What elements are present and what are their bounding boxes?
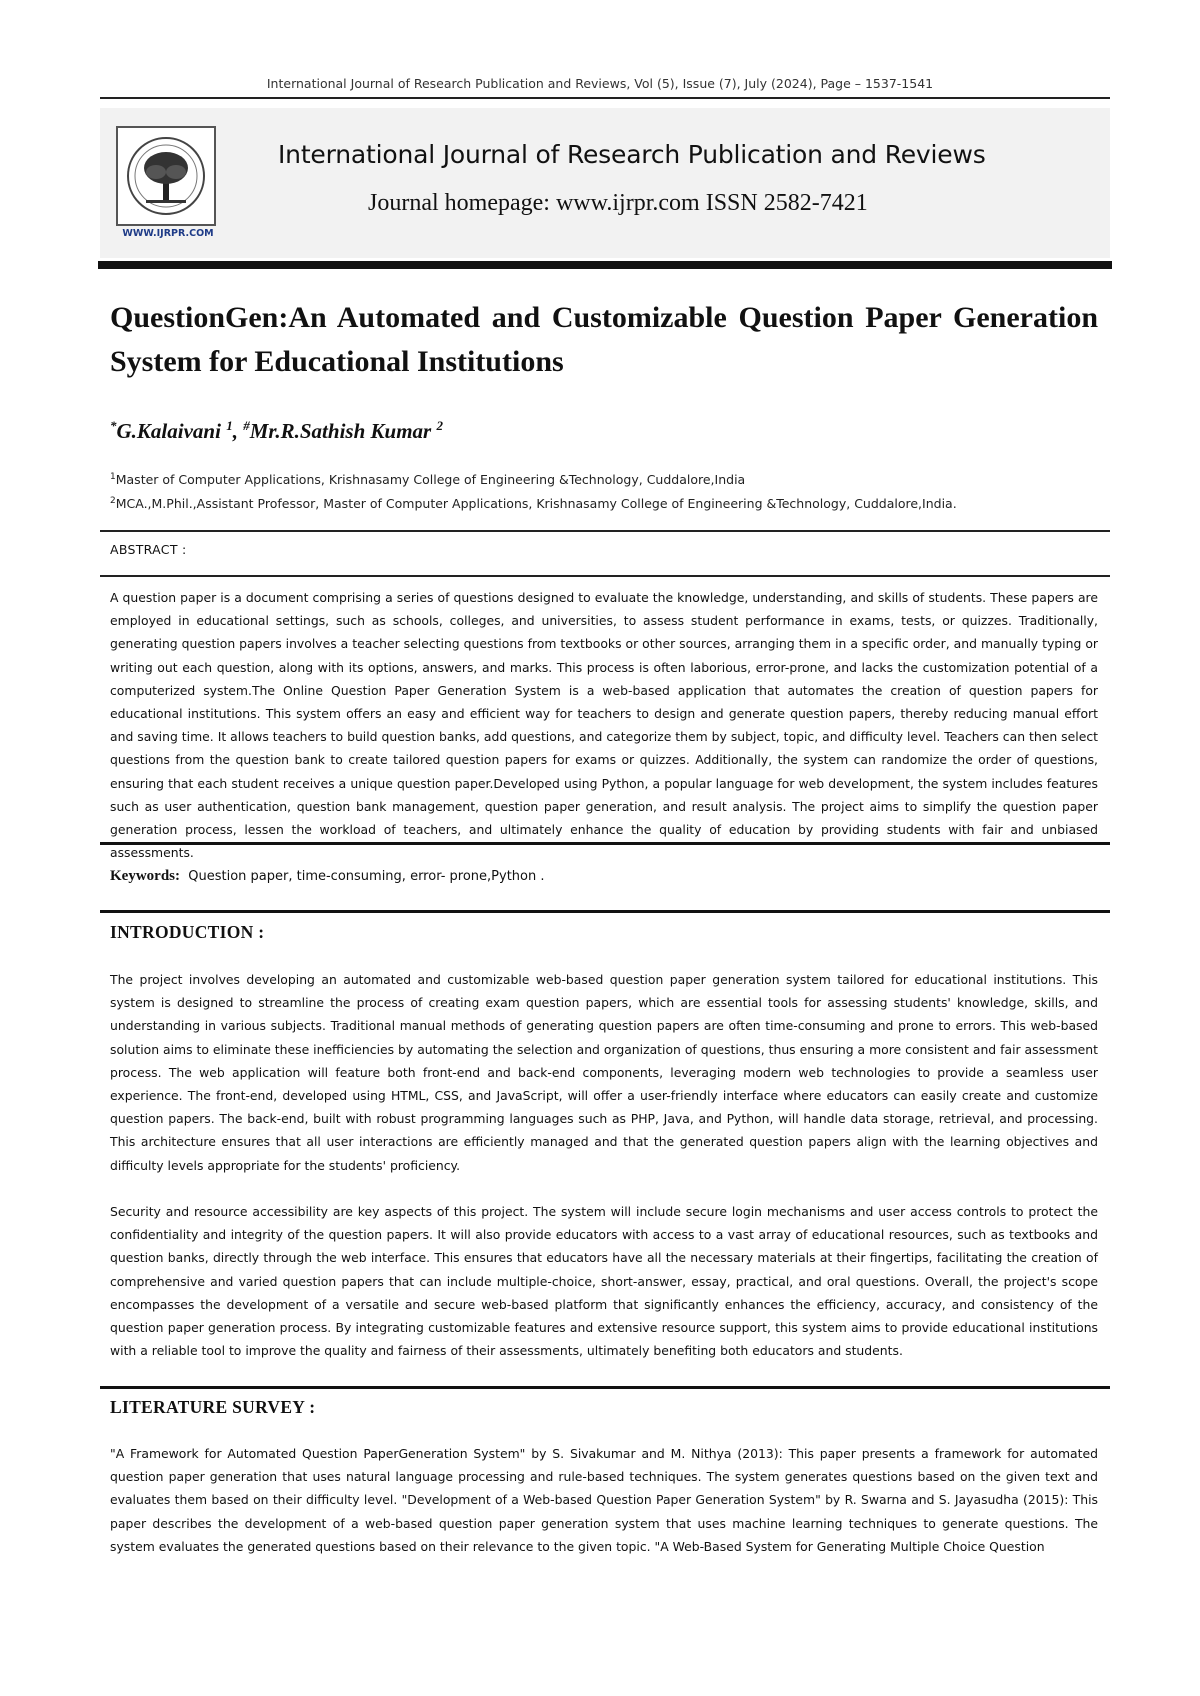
keywords-text: Question paper, time-consuming, error- prone,Python . bbox=[188, 869, 545, 884]
affiliation-1-sup: 1 bbox=[110, 472, 116, 482]
affiliation-2-sup: 2 bbox=[110, 496, 116, 506]
author-1-name: G.Kalaivani bbox=[116, 419, 227, 443]
journal-logo bbox=[116, 126, 216, 226]
tree-emblem-icon bbox=[118, 128, 214, 224]
author-1-affil: 1 bbox=[226, 418, 233, 433]
journal-homepage-line: Journal homepage: www.ijrpr.com ISSN 2582-7421 bbox=[368, 190, 868, 216]
affiliation-2-text: MCA.,M.Phil.,Assistant Professor, Master of Computer Applications, Krishnasamy College of Engineering &Technology, Cuddalore,India. bbox=[115, 496, 957, 512]
introduction-paragraph-1: The project involves developing an automated and customizable web-based question paper generation system tailored for educational institutions. This system is designed to streamline the process of creating exam question papers, which are essential tools for assessing students' knowledge, skills, and understanding in various subjects. Traditional manual methods of generating question papers are often time-consuming and prone to errors. This web-based solution aims to eliminate these inefficiencies by automating the selection and organization of questions, thus ensuring a more consistent and fair assessment process. The web application will feature both front-end and back-end components, leveraging modern web technologies to provide a seamless user experience. The front-end, developed using HTML, CSS, and JavaScript, will offer a user-friendly interface where educators can easily create and customize question papers. The back-end, built with robust programming languages such as PHP, Java, and Python, will handle data storage, retrieval, and processing. This architecture ensures that all user interactions are efficiently managed and that the generated question papers align with the learning objectives and difficulty levels appropriate for the students' proficiency. bbox=[110, 972, 1098, 1173]
affiliation-1-text: Master of Computer Applications, Krishnasamy College of Engineering &Technology, Cuddalore,India bbox=[115, 472, 746, 488]
abstract-top-rule bbox=[100, 530, 1110, 532]
author-1-mark: * bbox=[110, 418, 117, 433]
author-2-mark: # bbox=[243, 418, 250, 433]
author-separator: , bbox=[232, 419, 244, 443]
literature-heading: LITERATURE SURVEY : bbox=[110, 1397, 316, 1417]
keywords-label: Keywords: bbox=[110, 868, 180, 884]
running-head: International Journal of Research Publication and Reviews, Vol (5), Issue (7), July (2024), Page – 1537-1541 bbox=[266, 76, 934, 91]
literature-paragraph-1: "A Framework for Automated Question PaperGeneration System" by S. Sivakumar and M. Nithya (2013): This paper presents a framework for automated question paper generation that uses natural language processing and rule-based techniques. The system generates questions based on the given text and evaluates them based on their difficulty level. "Development of a Web-based Question Paper Generation System" by R. Swarna and S. Jayasudha (2015): This paper describes the development of a web-based question paper generation system that uses machine learning techniques to generate questions. The system evaluates the generated questions based on their relevance to the given topic. "A Web-Based System for Generating Multiple Choice Question bbox=[110, 1446, 1098, 1554]
header-rule bbox=[100, 97, 1110, 99]
introduction-paragraph-2: Security and resource accessibility are key aspects of this project. The system will include secure login mechanisms and user access controls to protect the confidentiality and integrity of the question papers. It will also provide educators with access to a vast array of educational resources, such as textbooks and question banks, directly through the web interface. This ensures that educators have all the necessary materials at their fingertips, facilitating the creation of comprehensive and varied question papers that can include multiple-choice, short-answer, essay, practical, and oral questions. Overall, the project's scope encompasses the development of a versatile and secure web-based platform that significantly enhances the efficiency, accuracy, and consistency of the question paper generation process. By integrating customizable features and extensive resource support, this system aims to provide educational institutions with a reliable tool to improve the quality and fairness of their assessments, ultimately benefiting both educators and students. bbox=[110, 1204, 1098, 1359]
affiliation-1 bbox=[110, 472, 1110, 487]
literature-rule bbox=[100, 1386, 1110, 1389]
abstract-bottom-rule bbox=[100, 842, 1110, 845]
journal-name: International Journal of Research Publication and Reviews bbox=[278, 140, 986, 169]
author-line bbox=[110, 418, 1010, 444]
paper-title: QuestionGen:An Automated and Customizable Question Paper Generation System for Educational Institutions bbox=[110, 301, 1098, 378]
masthead-rule bbox=[98, 261, 1112, 269]
abstract-text: A question paper is a document comprising a series of questions designed to evaluate the knowledge, understanding, and skills of students. These papers are employed in educational settings, such as schools, colleges, and universities, to assess student performance in exams, tests, or quizzes. Traditionally, generating question papers involves a teacher selecting questions from textbooks or other sources, arranging them in a specific order, and manually typing or writing out each question, along with its options, answers, and marks. This process is often laborious, error-prone, and lacks the customization potential of a computerized system.The Online Question Paper Generation System is a web-based application that automates the creation of question papers for educational institutions. This system offers an easy and efficient way for teachers to design and generate question papers, thereby reducing manual effort and saving time. It allows teachers to build question banks, add questions, and categorize them by subject, topic, and difficulty level. Teachers can then select questions from the question bank to create tailored question papers for exams or quizzes. Additionally, the system can randomize the order of questions, ensuring that each student receives a unique question paper.Developed using Python, a popular language for web development, the system includes features such as user authentication, question bank management, question paper generation, and result analysis. The project aims to simplify the question paper generation process, lessen the workload of teachers, and ultimately enhance the quality of education by providing students with fair and unbiased assessments. bbox=[110, 590, 1098, 861]
author-2-name: Mr.R.Sathish Kumar bbox=[249, 419, 437, 443]
keywords bbox=[110, 868, 1098, 885]
affiliation-2 bbox=[110, 496, 1110, 511]
author-2-affil: 2 bbox=[436, 418, 443, 433]
logo-url: WWW.IJRPR.COM bbox=[122, 228, 214, 239]
journal-masthead bbox=[100, 108, 1110, 258]
introduction-heading: INTRODUCTION : bbox=[110, 922, 265, 942]
intro-rule bbox=[100, 910, 1110, 913]
abstract-label-rule bbox=[100, 575, 1110, 577]
abstract-label: ABSTRACT : bbox=[110, 542, 187, 557]
